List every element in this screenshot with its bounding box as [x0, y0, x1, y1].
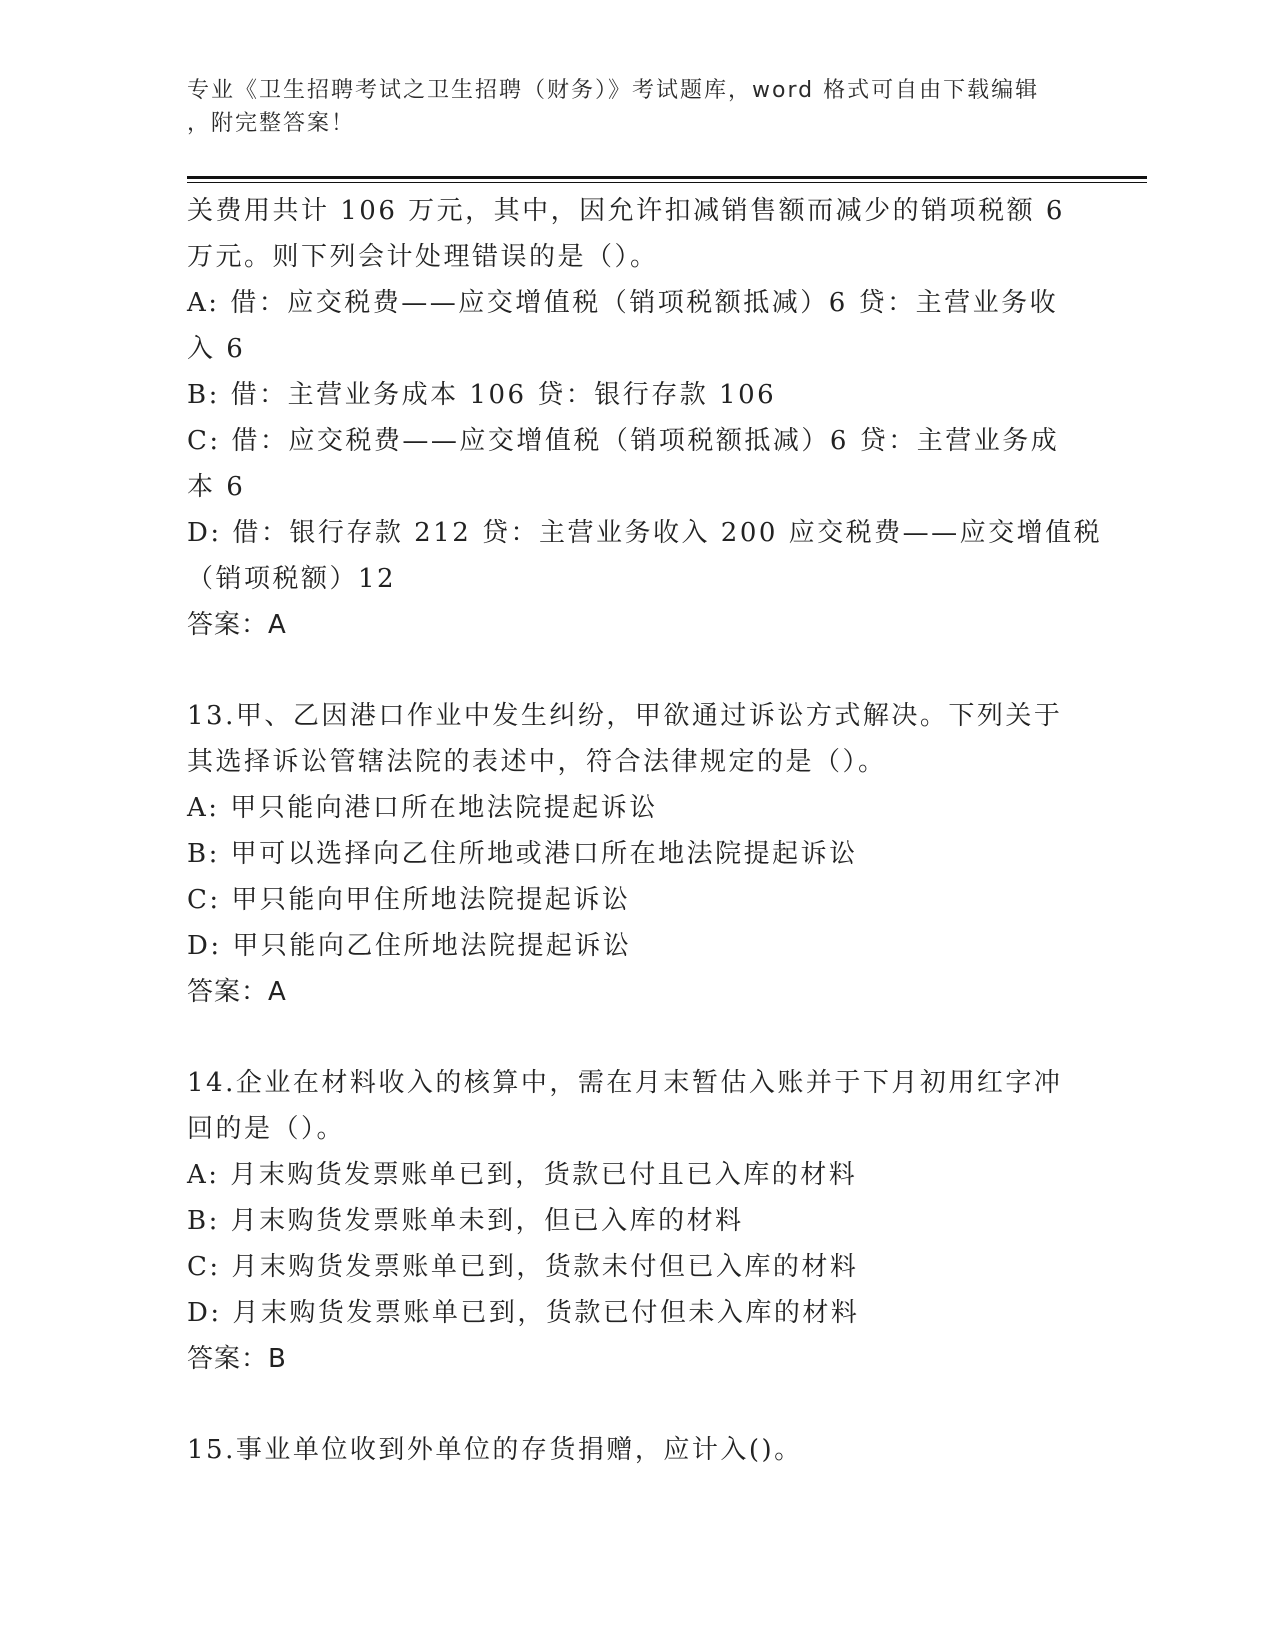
option-a: A: 月末购货发票账单已到，货款已付且已入库的材料: [187, 1160, 858, 1190]
spacer: [187, 648, 1087, 693]
spacer: [187, 1382, 1087, 1427]
question-stem: 关费用共计 106 万元，其中，因允许扣减销售额而减少的销项税额 6: [187, 196, 1065, 226]
option-d: D: 借：银行存款 212 贷：主营业务收入 200 应交税费——应交增值税: [187, 518, 1103, 548]
option-c: C: 借：应交税费——应交增值税（销项税额抵减）6 贷：主营业务成: [187, 426, 1060, 456]
option-b: B: 月末购货发票账单未到，但已入库的材料: [187, 1206, 744, 1236]
option-d: D: 月末购货发票账单已到，货款已付但未入库的材料: [187, 1298, 860, 1328]
option-b: B: 甲可以选择向乙住所地或港口所在地法院提起诉讼: [187, 839, 858, 869]
question-stem: 14.企业在材料收入的核算中，需在月末暂估入账并于下月初用红字冲: [187, 1068, 1063, 1098]
question-stem: 回的是（）。: [187, 1114, 346, 1144]
header-title-line-2: ，附完整答案！: [187, 111, 356, 136]
option-b: B: 借：主营业务成本 106 贷：银行存款 106: [187, 380, 777, 410]
question-stem: 13.甲、乙因港口作业中发生纠纷，甲欲通过诉讼方式解决。下列关于: [187, 701, 1063, 731]
answer: 答案：A: [187, 977, 287, 1007]
question-stem: 其选择诉讼管辖法院的表述中，符合法律规定的是（）。: [187, 747, 887, 777]
answer: 答案：A: [187, 610, 287, 640]
option-c: C: 甲只能向甲住所地法院提起诉讼: [187, 885, 631, 915]
question-12: [187, 188, 1103, 648]
document-header: [187, 74, 1067, 140]
option-a: 入 6: [187, 334, 246, 364]
question-stem: 15.事业单位收到外单位的存货捐赠，应计入()。: [187, 1435, 803, 1465]
header-title-line-1: 专业《卫生招聘考试之卫生招聘（财务）》考试题库，word 格式可自由下载编辑: [187, 78, 1040, 103]
spacer: [187, 1015, 1087, 1060]
option-d: （销项税额）12: [187, 564, 397, 594]
question-list: [187, 188, 1103, 1473]
option-d: D: 甲只能向乙住所地法院提起诉讼: [187, 931, 632, 961]
option-a: A: 甲只能向港口所在地法院提起诉讼: [187, 793, 658, 823]
option-c: C: 月末购货发票账单已到，货款未付但已入库的材料: [187, 1252, 859, 1282]
option-a: A: 借：应交税费——应交增值税（销项税额抵减）6 贷：主营业务收: [187, 288, 1059, 318]
question-15: [187, 1427, 1087, 1473]
header-divider-thick: [187, 176, 1147, 179]
question-13: [187, 693, 1087, 1015]
option-c: 本 6: [187, 472, 246, 502]
header-divider-thin: [187, 182, 1147, 183]
question-14: [187, 1060, 1087, 1382]
answer: 答案：B: [187, 1344, 287, 1374]
question-stem: 万元。则下列会计处理错误的是（）。: [187, 242, 659, 272]
